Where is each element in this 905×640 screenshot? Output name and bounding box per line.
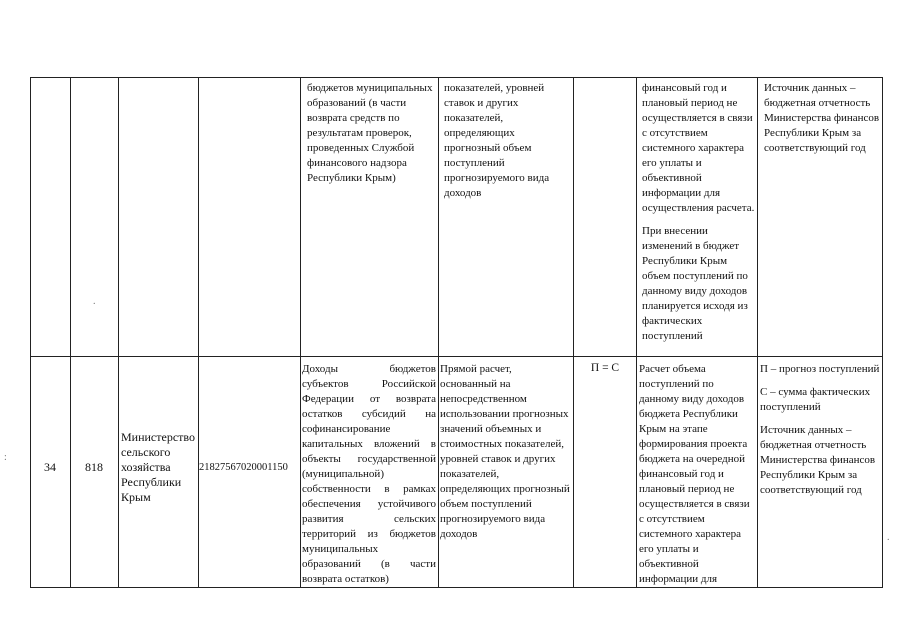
prev-income-name-text: бюджетов муниципальных образований (в части возврата средств по результатам проверок, проведенных Службой финансового надзора Республики Крым): [307, 82, 433, 184]
admin-code: 818: [85, 460, 103, 474]
income-name-text: Доходы бюджетов субъектов Российской Федерации от возврата остатков субсидий на софинансирование капитальных вложений в объекты государственной (муниципальной) собственности в рамках обеспечения устойчивого развития сельских территорий из бюджетов муниципальных образований (в части возврата остатков): [302, 363, 436, 585]
col-border: [70, 77, 71, 588]
admin-name-cell: [121, 430, 197, 505]
table-bottom-border: [30, 587, 882, 588]
row-divider: [30, 356, 882, 357]
prev-algorithm-paragraph-2: При внесении изменений в бюджет Республики Крым объем поступлений по данному виду доходов планируется исходя из фактических поступлений: [642, 225, 748, 342]
prev-method-cell: [444, 81, 570, 201]
prev-source-cell: [764, 81, 880, 156]
col-border: [30, 77, 31, 588]
admin-name: Министерство сельского хозяйства Республики Крым: [121, 430, 195, 504]
prev-method-text: показателей, уровней ставок и других показателей, определяющих прогнозный объем поступлений прогнозируемого вида доходов: [444, 82, 550, 199]
scan-speck: .: [887, 532, 890, 543]
admin-code-cell: [70, 460, 118, 475]
method-cell: [440, 362, 571, 542]
scan-speck: .: [93, 296, 96, 307]
col-border: [198, 77, 199, 588]
col-border: [118, 77, 119, 588]
algorithm-cell: [639, 362, 755, 587]
col-border: [882, 77, 883, 588]
method-text: Прямой расчет, основанный на непосредственном использовании прогнозных значений объемных и стоимостных показателей, уровней ставок и других показателей, определяющих прогнозный объем поступлений прогнозируемого вида доходов: [440, 363, 570, 540]
prev-source-text: Источник данных – бюджетная отчетность Министерства финансов Республики Крым за соответствующий год: [764, 82, 880, 154]
prev-algorithm-paragraph-1: финансовый год и плановый период не осуществляется в связи с отсутствием системного характера его уплаты и объективной информации для осуществления расчета.: [642, 82, 755, 214]
table-top-border: [30, 77, 882, 78]
col-border: [636, 77, 637, 588]
legend-cell: [760, 362, 880, 498]
legend-c: С – сумма фактических поступлений: [760, 386, 871, 413]
col-border: [757, 77, 758, 588]
algorithm-text: Расчет объема поступлений по данному виду доходов бюджета Республики Крым на этапе формирования проекта бюджета на очередной финансовый год и плановый период не осуществляется в связи с отсутствием системного характера его уплаты и объективной информации для: [639, 363, 750, 585]
col-border: [300, 77, 301, 588]
col-border: [573, 77, 574, 588]
formula-cell: [574, 361, 636, 376]
prev-income-name-cell: [307, 81, 435, 186]
legend-p: П – прогноз поступлений: [760, 363, 880, 375]
income-name-cell: [302, 362, 436, 587]
scan-speck: :: [4, 452, 7, 463]
row-number: 34: [44, 460, 56, 474]
col-border: [438, 77, 439, 588]
kbk-cell: [199, 460, 300, 475]
kbk-code: 21827567020001150: [199, 462, 288, 473]
row-number-cell: [30, 460, 70, 475]
legend-source: Источник данных – бюджетная отчетность Министерства финансов Республики Крым за соответствующий год: [760, 424, 876, 496]
prev-algorithm-cell: [642, 81, 755, 344]
formula-text: П = С: [590, 362, 620, 374]
